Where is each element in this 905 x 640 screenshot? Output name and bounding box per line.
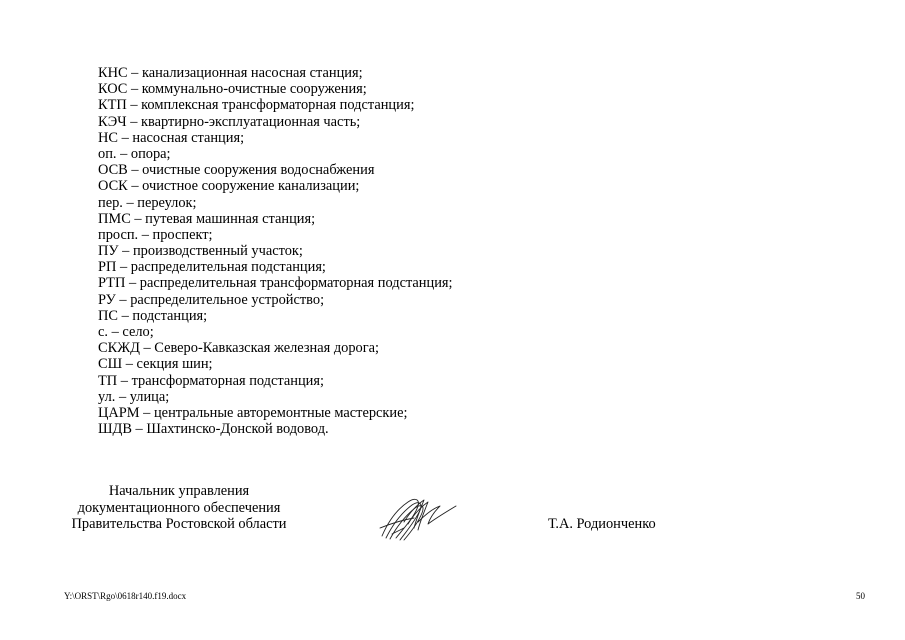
signer-title-line: Правительства Ростовской области [71,516,287,532]
abbreviation-item: ОСК – очистное сооружение канализации; [98,178,360,195]
abbreviation-item: ул. – улица; [98,388,170,405]
page-number: 50 [856,591,865,601]
signer-title-line: Начальник управления [108,483,250,499]
abbreviation-item: РТП – распределительная трансформаторная подстанция; [98,275,453,292]
abbreviation-item: НС – насосная станция; [98,129,245,146]
abbreviation-item: ТП – трансформаторная подстанция; [98,372,324,389]
abbreviation-item: ШДВ – Шахтинско-Донской водовод. [98,421,329,438]
signer-title-block [44,483,314,533]
handwritten-signature [374,492,464,544]
abbreviation-item: ПУ – производственный участок; [98,243,303,260]
abbreviation-item: оп. – опора; [98,145,171,162]
abbreviation-item: ЦАРМ – центральные авторемонтные мастерские; [98,404,408,421]
abbreviation-item: СКЖД – Северо-Кавказская железная дорога; [98,340,380,357]
signer-name: Т.А. Родионченко [548,516,656,532]
abbreviation-item: КЭЧ – квартирно-эксплуатационная часть; [98,113,361,130]
file-path-footer: Y:\ORST\Rgo\0618r140.f19.docx [64,591,187,601]
abbreviation-item: ПС – подстанция; [98,307,208,324]
abbreviation-item: РП – распределительная подстанция; [98,259,326,276]
abbreviation-item: пер. – переулок; [98,194,197,211]
abbreviation-item: КОС – коммунально-очистные сооружения; [98,81,367,98]
abbreviation-item: просп. – проспект; [98,226,213,243]
abbreviation-item: с. – село; [98,324,154,340]
abbreviation-list [98,65,453,437]
abbreviation-item: СШ – секция шин; [98,356,213,373]
abbreviation-item: КНС – канализационная насосная станция; [98,65,363,81]
abbreviation-item: ОСВ – очистные сооружения водоснабжения [98,162,375,179]
abbreviation-item: ПМС – путевая машинная станция; [98,210,316,227]
abbreviation-item: КТП – комплексная трансформаторная подстанция; [98,97,415,114]
signer-title-line: документационного обеспечения [77,499,281,516]
abbreviation-item: РУ – распределительное устройство; [98,291,325,308]
